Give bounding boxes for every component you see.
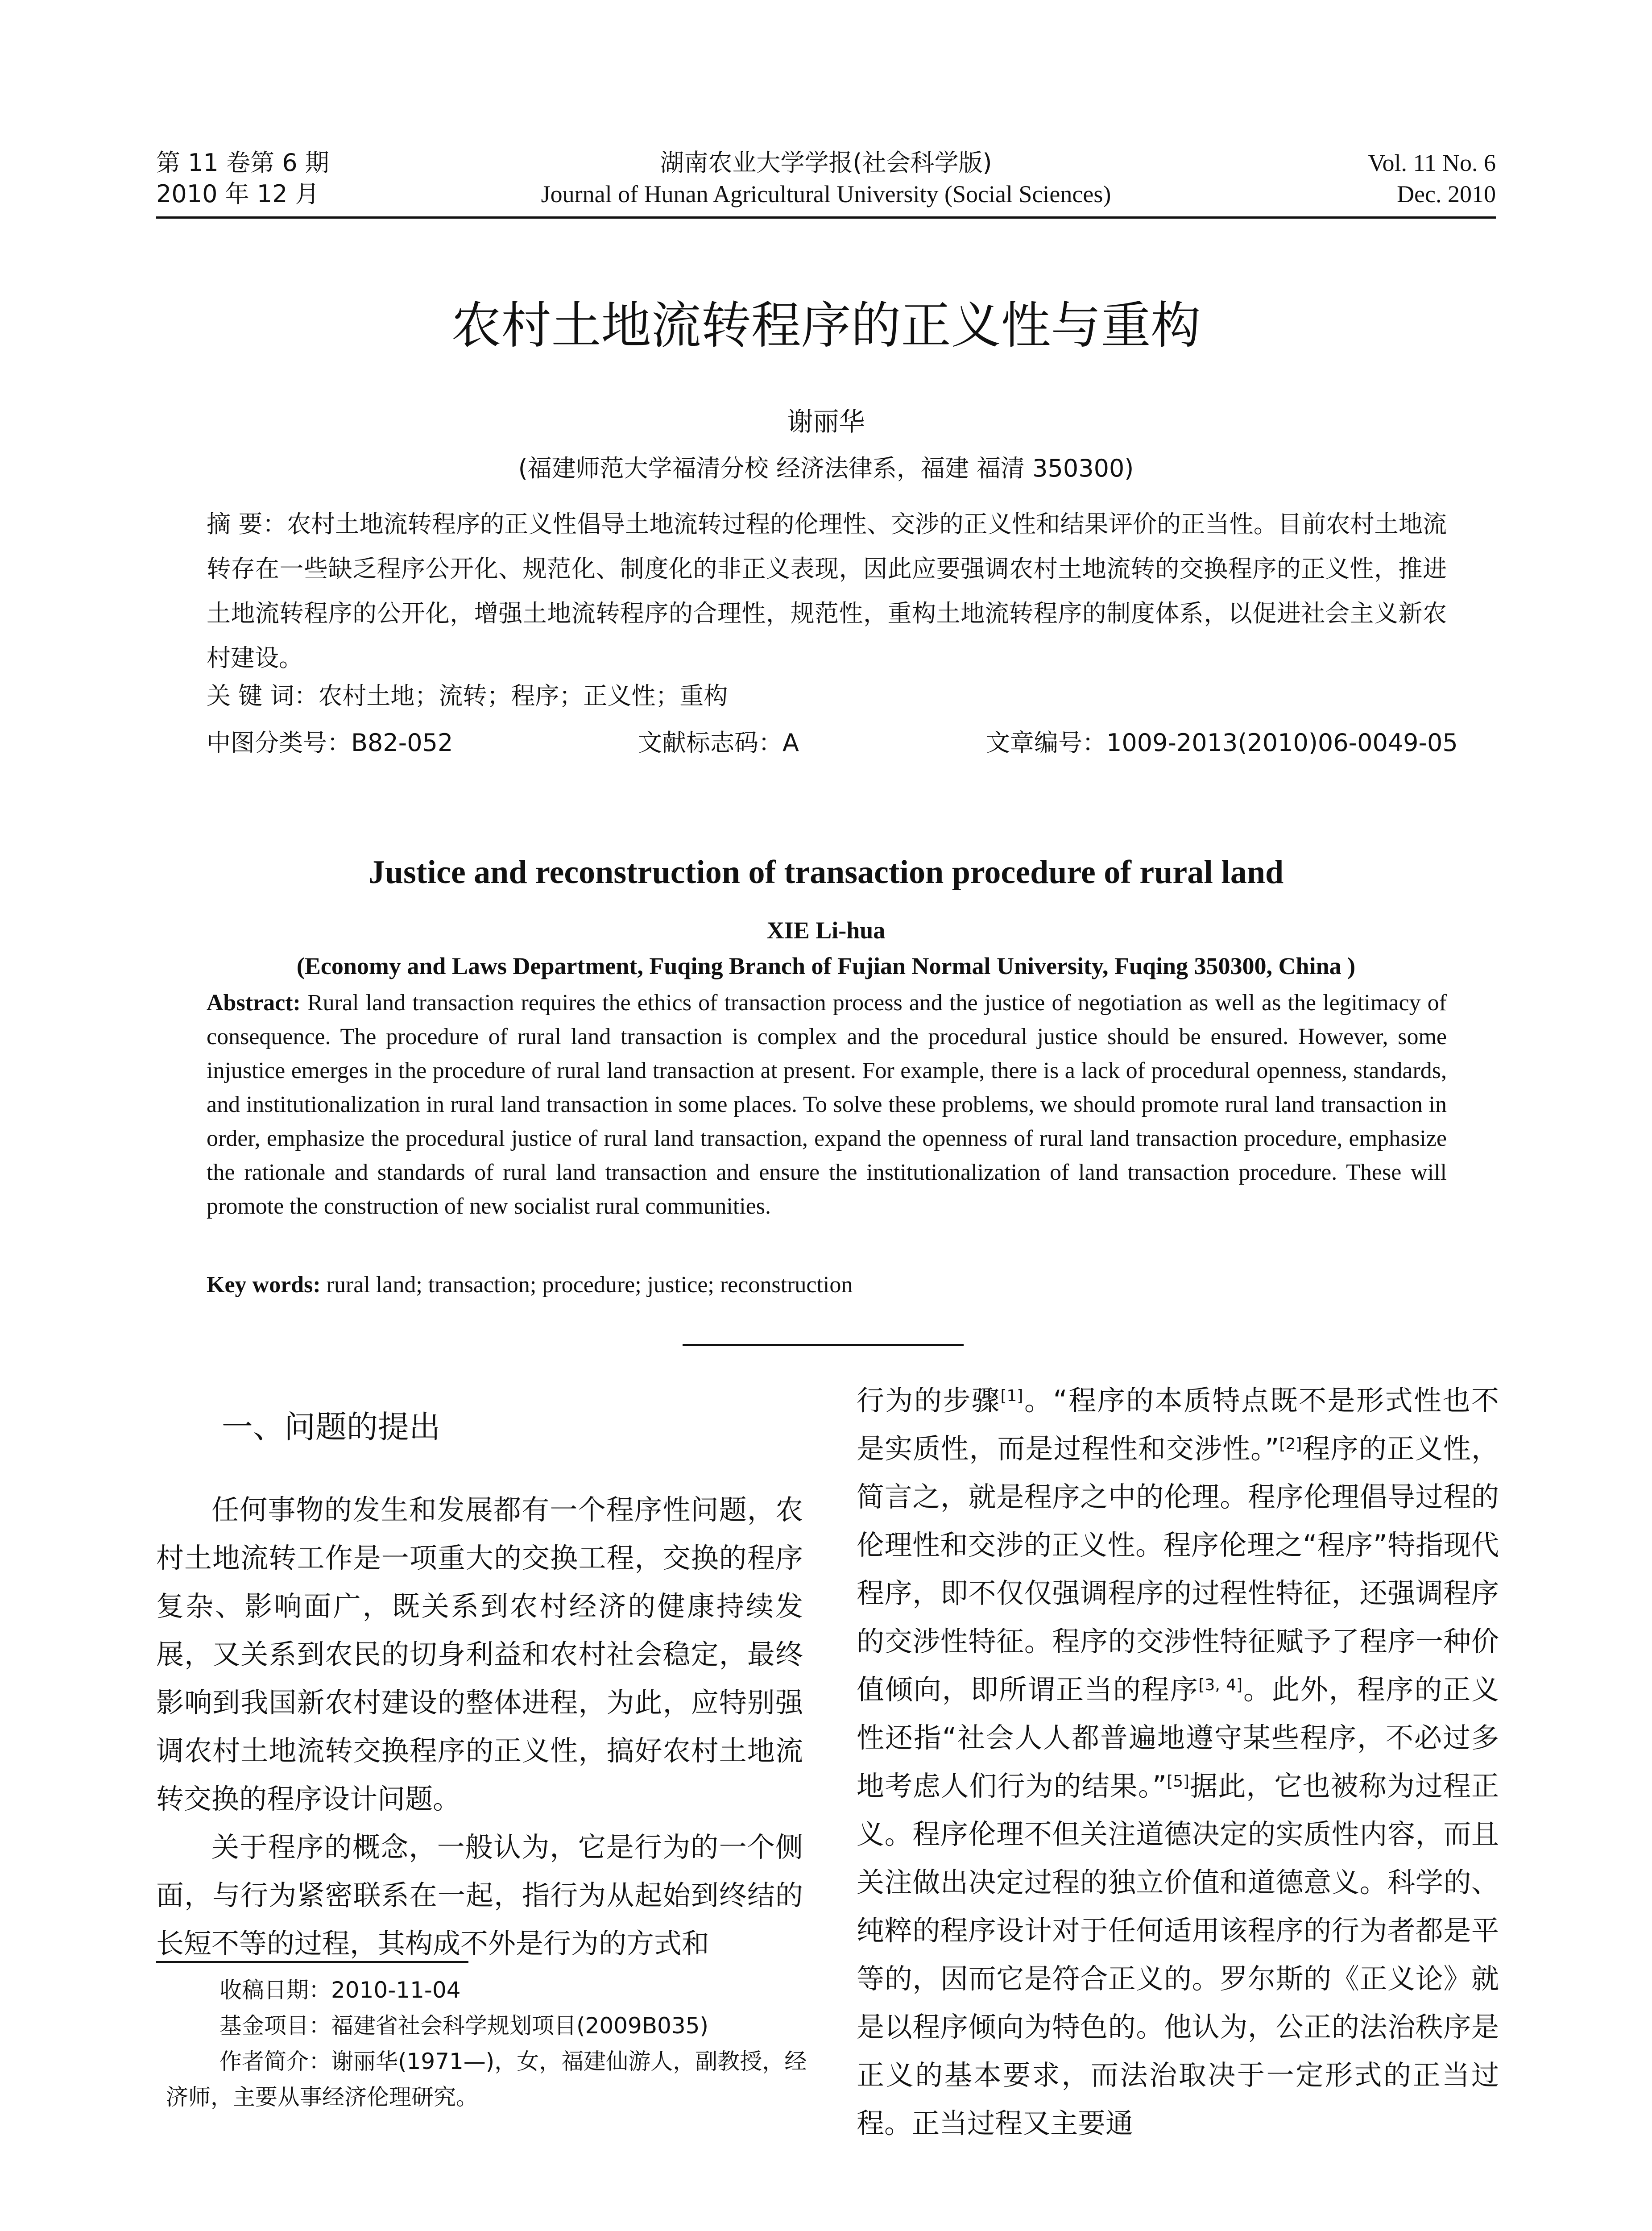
- date-cn: 2010 年 12 月: [156, 180, 319, 208]
- keywords-cn-label: 关 键 词：: [207, 682, 319, 710]
- right-text-5: 据此，它也被称为过程正义。程序伦理不但关注道德决定的实质性内容，而且关注做出决定过程的独立价值和道德意义。科学的、纯粹的程序设计对于任何适用该程序的行为者都是平等的，因而它是符合正义的。罗尔斯的《正义论》就是以程序倾向为特色的。他认为，公正的法治秩序是正义的基本要求，而法治取决于一定形式的正当过程。正当过程又主要通: [857, 1770, 1499, 2140]
- left-column: [156, 1486, 803, 1968]
- affiliation-en: (Economy and Laws Department, Fuqing Branch of Fujian Normal University, Fuqing 350300, China ): [296, 953, 1356, 979]
- title-cn: 农村土地流转程序的正义性与重构: [451, 297, 1201, 355]
- ref-2: [2]: [1279, 1435, 1302, 1453]
- footnote-rule: [156, 1961, 468, 1963]
- affiliation-cn: (福建师范大学福清分校 经济法律系，福建 福清 350300): [518, 454, 1134, 482]
- keywords-cn-text: 农村土地；流转；程序；正义性；重构: [318, 682, 728, 710]
- abstract-en: [207, 986, 1447, 1223]
- journal-name-cn: 湖南农业大学学报(社会科学版): [660, 149, 992, 177]
- keywords-en: [207, 1267, 853, 1303]
- left-paragraph-2: 关于程序的概念，一般认为，它是行为的一个侧面，与行为紧密联系在一起，指行为从起始到终结的长短不等的过程，其构成不外是行为的方式和: [156, 1831, 803, 1960]
- section-divider: [683, 1344, 964, 1346]
- abstract-cn: [207, 502, 1447, 680]
- volume-issue-en: Vol. 11 No. 6: [1368, 149, 1496, 176]
- date-en: Dec. 2010: [1397, 181, 1496, 207]
- document-code: 文献标志码：A: [638, 729, 799, 757]
- keywords-en-label: Key words:: [207, 1272, 321, 1298]
- title-en: Justice and reconstruction of transaction procedure of rural land: [368, 854, 1284, 891]
- keywords-cn: [207, 678, 728, 714]
- right-text-1: 行为的步骤: [857, 1384, 1001, 1417]
- section-heading: 一、问题的提出: [222, 1409, 440, 1445]
- right-text-4: 。此外，程序的正义性还指“社会人人都普遍地遵守某些程序，不必过多地考虑人们行为的结果。”: [857, 1673, 1499, 1802]
- journal-name-en: Journal of Hunan Agricultural University (Social Sciences): [541, 181, 1111, 207]
- fund-project: 基金项目：福建省社会科学规划项目(2009B035): [219, 2013, 708, 2039]
- abstract-cn-text: 农村土地流转程序的正义性倡导土地流转过程的伦理性、交涉的正义性和结果评价的正当性。目前农村土地流转存在一些缺乏程序公开化、规范化、制度化的非正义表现，因此应要强调农村土地流转的交换程序的正义性，推进土地流转程序的公开化，增强土地流转程序的合理性，规范性，重构土地流转程序的制度体系，以促进社会主义新农村建设。: [207, 510, 1447, 672]
- ref-5: [5]: [1167, 1772, 1190, 1791]
- header-rule: [156, 216, 1496, 219]
- received-date: 收稿日期：2010-11-04: [219, 1977, 461, 2003]
- right-text-3: 程序的正义性，简言之，就是程序之中的伦理。程序伦理倡导过程的伦理性和交涉的正义性。程序伦理之“程序”特指现代程序，即不仅仅强调程序的过程性特征，还强调程序的交涉性特征。程序的交涉性特征赋予了程序一种价值倾向，即所谓正当的程序: [857, 1432, 1499, 1706]
- author-cn: 谢丽华: [787, 406, 865, 437]
- article-number: 文章编号：1009-2013(2010)06-0049-05: [986, 729, 1458, 757]
- ref-3-4: [3, 4]: [1198, 1676, 1243, 1694]
- right-text-2: 。“程序的本质特点既不是形式性也不是实质性，而是过程性和交涉性。”: [857, 1384, 1499, 1465]
- ref-1: [1]: [1000, 1387, 1023, 1405]
- volume-issue-cn: 第 11 卷第 6 期: [156, 149, 329, 177]
- author-bio: 作者简介：谢丽华(1971—)，女，福建仙游人，副教授，经济师，主要从事经济伦理研究。: [166, 2049, 807, 2110]
- abstract-cn-label: 摘 要：: [207, 510, 287, 538]
- clc-number: 中图分类号：B82-052: [207, 729, 453, 757]
- footnote: [166, 1972, 808, 2115]
- keywords-en-text: rural land; transaction; procedure; justice; reconstruction: [320, 1272, 853, 1298]
- abstract-en-text: Rural land transaction requires the ethics of transaction process and the justice of negotiation as well as the legitimacy of consequence. The procedure of rural land transaction is complex and the procedural justice should be ensured. However, some injustice emerges in the procedure of rural land transaction at present. For example, there is a lack of procedural openness, standards, and institutionalization in rural land transaction in some places. To solve these problems, we should promote rural land transaction in order, emphasize the procedural justice of rural land transaction, expand the openness of rural land transaction procedure, emphasize the rationale and standards of rural land transaction and ensure the institutionalization of land transaction procedure. These will promote the construction of new socialist rural communities.: [207, 990, 1447, 1219]
- abstract-en-label: Abstract:: [207, 990, 301, 1016]
- author-en: XIE Li-hua: [766, 917, 886, 944]
- right-paragraph: [857, 1377, 1499, 2148]
- left-paragraph-1: 任何事物的发生和发展都有一个程序性问题，农村土地流转工作是一项重大的交换工程，交换的程序复杂、影响面广，既关系到农村经济的健康持续发展，又关系到农民的切身利益和农村社会稳定，最终影响到我国新农村建设的整体进程，为此，应特别强调农村土地流转交换程序的正义性，搞好农村土地流转交换的程序设计问题。: [156, 1493, 803, 1815]
- right-column: [857, 1377, 1499, 2148]
